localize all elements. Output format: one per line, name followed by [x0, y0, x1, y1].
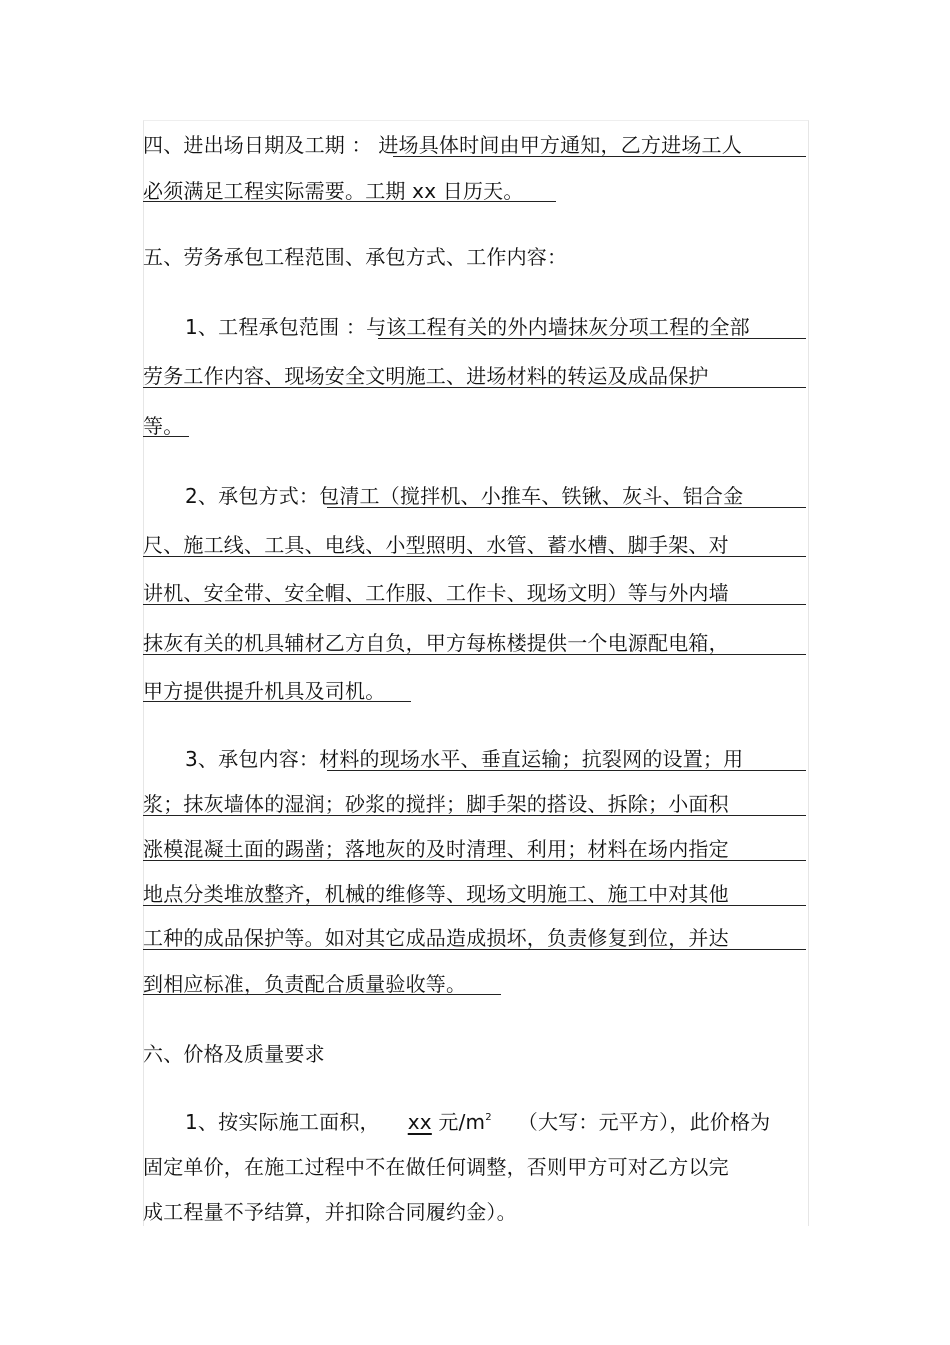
- underline: [378, 338, 806, 339]
- scope-line-2: 劳务工作内容、现场安全文明施工、进场材料的转运及成品保护: [143, 364, 709, 388]
- underline: [327, 507, 806, 508]
- content-line-6: 到相应标准，负责配合质量验收等。: [143, 972, 467, 996]
- section-4-line-2: 必须满足工程实际需要。工期 xx 日历天。: [143, 179, 524, 203]
- scope-line-3: 等。: [143, 414, 184, 438]
- underline: [143, 556, 806, 557]
- underline: [143, 815, 806, 816]
- underline: [143, 860, 806, 861]
- underline: [143, 387, 806, 388]
- underline: [143, 701, 411, 702]
- underline: [143, 604, 806, 605]
- underline: [143, 654, 806, 655]
- section-4-line-1: 四、进出场日期及工期 ： 进场具体时间由甲方通知，乙方进场工人: [143, 133, 742, 157]
- content-line-5: 工种的成品保护等。如对其它成品造成损坏，负责修复到位，并达: [143, 926, 729, 950]
- underline: [143, 436, 189, 437]
- method-line-3: 讲机、安全带、安全帽、工作服、工作卡、现场文明）等与外内墙: [143, 581, 729, 605]
- method-line-1: 2、承包方式：包清工（搅拌机、小推车、铁锹、灰斗、铝合金: [185, 484, 744, 508]
- price-line-3: 成工程量不予结算，并扣除合同履约金）。: [143, 1200, 517, 1224]
- price-prefix: 1、按实际施工面积，: [185, 1110, 380, 1134]
- content-line-1: 3、承包内容：材料的现场水平、垂直运输；抗裂网的设置；用: [185, 747, 744, 771]
- price-line-1: [143, 1110, 770, 1134]
- price-unit: 元/m: [438, 1110, 486, 1134]
- underline: [393, 156, 806, 157]
- method-line-2: 尺、施工线、工具、电线、小型照明、水管、蓄水槽、脚手架、对: [143, 533, 729, 557]
- underline: [327, 770, 806, 771]
- section-5-heading: 五、劳务承包工程范围、承包方式、工作内容：: [143, 245, 568, 269]
- section-6-heading: 六、价格及质量要求: [143, 1042, 325, 1066]
- scope-line-1: 1、工程承包范围 ：与该工程有关的外内墙抹灰分项工程的全部: [185, 315, 750, 339]
- price-line-2: 固定单价，在施工过程中不在做任何调整，否则甲方可对乙方以完: [143, 1155, 729, 1179]
- price-value: xx: [407, 1110, 432, 1134]
- price-unit-sup: 2: [485, 1112, 492, 1123]
- price-suffix: （大写：元平方），此价格为: [517, 1110, 771, 1134]
- content-line-4: 地点分类堆放整齐，机械的维修等、现场文明施工、施工中对其他: [143, 882, 729, 906]
- method-line-4: 抹灰有关的机具辅材乙方自负，甲方每栋楼提供一个电源配电箱，: [143, 631, 729, 655]
- content-line-3: 涨模混凝土面的踢凿；落地灰的及时清理、利用；材料在场内指定: [143, 837, 729, 861]
- underline: [143, 201, 556, 202]
- underline: [143, 905, 806, 906]
- underline: [143, 949, 806, 950]
- content-line-2: 浆；抹灰墙体的湿润；砂浆的搅拌；脚手架的搭设、拆除；小面积: [143, 792, 729, 816]
- underline: [143, 994, 501, 995]
- method-line-5: 甲方提供提升机具及司机。: [143, 679, 386, 703]
